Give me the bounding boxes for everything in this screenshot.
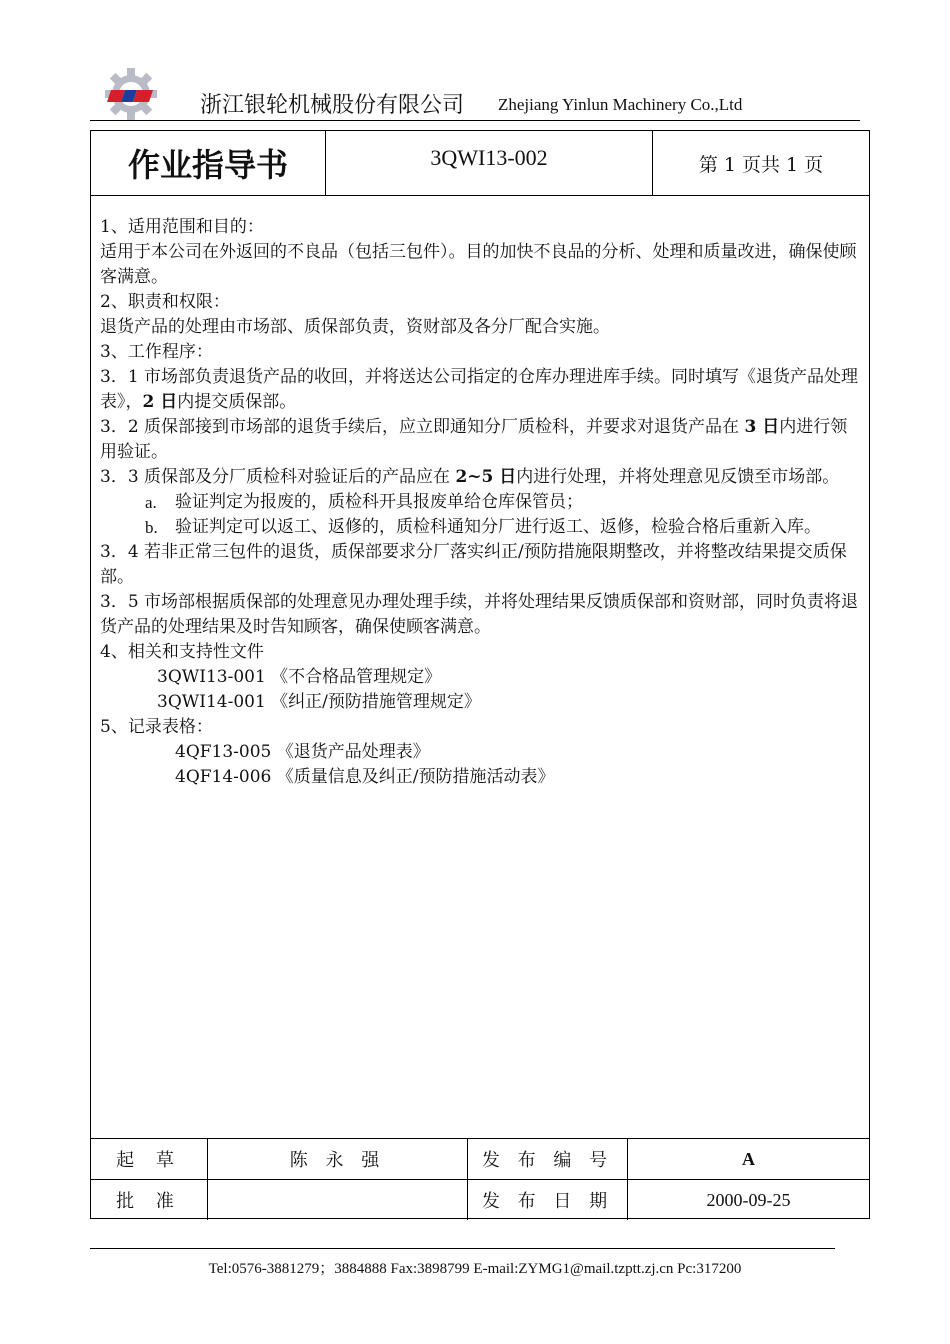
section-2-text: 退货产品的处理由市场部、质保部负责，资财部及各分厂配合实施。 bbox=[100, 317, 610, 337]
signoff-row bbox=[91, 1179, 869, 1220]
list-item bbox=[100, 490, 862, 515]
release-date-value: 2000-09-25 bbox=[706, 1189, 791, 1210]
record-form: 4QF13-005 《退货产品处理表》 bbox=[175, 742, 430, 762]
document-body bbox=[100, 215, 862, 790]
step-3-3-text: 3．3 质保部及分厂质检科对验证后的产品应在 bbox=[100, 467, 456, 487]
reference-doc: 3QWI13-001 《不合格品管理规定》 bbox=[157, 667, 442, 687]
list-item-text: 验证判定可以返工、返修的，质检科通知分厂进行返工、返修，检验合格后重新入库。 bbox=[175, 517, 821, 537]
doc-type-title: 作业指导书 bbox=[91, 131, 326, 195]
step-3-2 bbox=[100, 415, 862, 465]
draft-value: 陈 永 强 bbox=[208, 1139, 468, 1179]
release-date-label: 发 布 日 期 bbox=[468, 1180, 628, 1220]
release-number-label: 发 布 编 号 bbox=[468, 1139, 628, 1179]
section-5-heading: 5、记录表格： bbox=[100, 717, 213, 737]
signoff-row bbox=[91, 1139, 869, 1179]
step-3-1 bbox=[100, 365, 862, 415]
section-1-text: 适用于本公司在外返回的不良品（包括三包件）。目的加快不良品的分析、处理和质量改进，确保使顾客满意。 bbox=[100, 242, 857, 287]
page-info: 第 1 页共 1 页 bbox=[698, 153, 824, 176]
section-2-heading: 2、职责和权限： bbox=[100, 292, 230, 312]
company-logo bbox=[103, 66, 159, 122]
section-1-heading: 1、适用范围和目的： bbox=[100, 217, 264, 237]
list-item-marker: b. bbox=[145, 518, 158, 537]
title-row bbox=[91, 131, 869, 196]
reference-doc: 3QWI14-001 《纠正/预防措施管理规定》 bbox=[157, 692, 481, 712]
step-3-3-deadline: 2~5 日 bbox=[455, 467, 517, 487]
step-3-2-tail: 内进行领用验证。 bbox=[100, 417, 848, 462]
doc-number: 3QWI13-002 bbox=[326, 131, 653, 195]
step-3-3 bbox=[100, 465, 862, 490]
header-divider bbox=[90, 120, 860, 121]
list-item-text: 验证判定为报废的，质检科开具报废单给仓库保管员； bbox=[175, 492, 583, 512]
approve-value bbox=[208, 1180, 468, 1220]
step-3-3-tail: 内进行处理，并将处理意见反馈至市场部。 bbox=[516, 467, 840, 487]
step-3-1-deadline: 2 日 bbox=[142, 392, 178, 412]
signoff-table bbox=[91, 1138, 869, 1220]
document-frame bbox=[90, 130, 870, 1219]
list-item-marker: a. bbox=[145, 493, 157, 512]
company-name-en: Zhejiang Yinlun Machinery Co.,Ltd bbox=[498, 95, 743, 114]
step-3-1-text: 3．1 市场部负责退货产品的收回，并将送达公司指定的仓库办理进库手续。同时填写《退货产品处理表》， bbox=[100, 367, 859, 412]
step-3-4: 3．4 若非正常三包件的退货，质保部要求分厂落实纠正/预防措施限期整改，并将整改结果提交质保部。 bbox=[100, 542, 847, 587]
footer-divider bbox=[90, 1248, 835, 1249]
section-3-heading: 3、工作程序： bbox=[100, 342, 213, 362]
list-item bbox=[100, 515, 862, 540]
company-name-cn: 浙江银轮机械股份有限公司 bbox=[200, 93, 465, 118]
section-4-heading: 4、相关和支持性文件 bbox=[100, 642, 264, 662]
step-3-1-tail: 内提交质保部。 bbox=[177, 392, 297, 412]
draft-label: 起 草 bbox=[91, 1139, 208, 1179]
approve-label: 批 准 bbox=[91, 1180, 208, 1220]
step-3-2-text: 3．2 质保部接到市场部的退货手续后，应立即通知分厂质检科，并要求对退货产品在 bbox=[100, 417, 745, 437]
step-3-2-deadline: 3 日 bbox=[744, 417, 780, 437]
step-3-5: 3．5 市场部根据质保部的处理意见办理处理手续，并将处理结果反馈质保部和资财部，同时负责将退货产品的处理结果及时告知顾客，确保使顾客满意。 bbox=[100, 592, 859, 637]
release-number-value: A bbox=[742, 1148, 755, 1169]
record-form: 4QF14-006 《质量信息及纠正/预防措施活动表》 bbox=[175, 767, 555, 787]
footer-contact: Tel:0576-3881279；3884888 Fax:3898799 E-mail:ZYMG1@mail.tzptt.zj.cn Pc:317200 bbox=[208, 1261, 742, 1277]
